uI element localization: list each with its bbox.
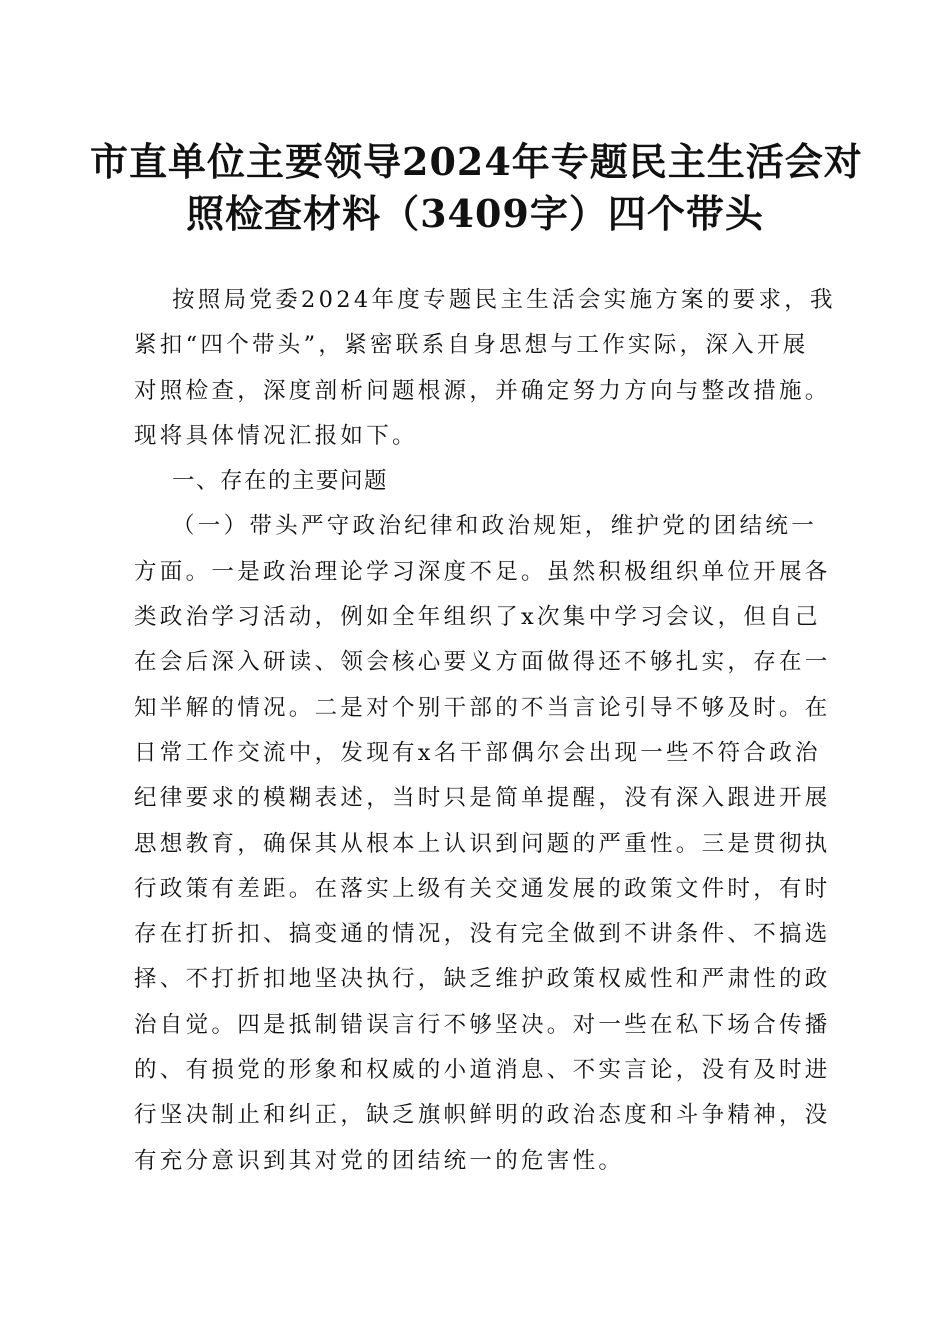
text-line: 按照局党委2024年度专题民主生活会实施方案的要求，我 [172,287,836,313]
section-heading [134,459,824,504]
title-line-2: 照检查材料（3409字）四个带头 [186,191,764,236]
text-line: 日常工作交流中，发现有x名干部偶尔会出现一些不符合政治 [134,739,821,766]
text-line: 纪律要求的模糊表述，当时只是简单提醒，没有深入跟进开展 [134,785,831,812]
text-line: 思想教育，确保其从根本上认识到问题的严重性。三是贯彻执 [134,830,831,857]
text-line: 紧扣“四个带头”，紧密联系自身思想与工作实际，深入开展 [134,332,809,359]
text-line: 有充分意识到其对党的团结统一的危害性。 [134,1147,625,1174]
text-line: 现将具体情况汇报如下。 [134,422,418,449]
subsection-paragraph [134,504,831,1183]
text-line: 对照检查，深度剖析问题根源，并确定努力方向与整改措施。 [134,377,831,404]
text-line: 行政策有差距。在落实上级有关交通发展的政策文件时，有时 [134,875,831,902]
text-line: 在会后深入研读、领会核心要义方面做得还不够扎实，存在一 [134,649,831,676]
document-title [90,136,863,240]
text-line: （一）带头严守政治纪律和政治规矩，维护党的团结统一 [172,513,818,540]
title-line-1: 市直单位主要领导2024年专题民主生活会对 [90,139,863,184]
text-line: 存在打折扣、搞变通的情况，没有完全做到不讲条件、不搞选 [134,921,831,948]
intro-paragraph [134,278,836,459]
text-line: 的、有损党的形象和权威的小道消息、不实言论，没有及时进 [134,1057,831,1084]
text-line: 方面。一是政治理论学习深度不足。虽然积极组织单位开展各 [134,558,831,585]
section-1-heading: 一、存在的主要问题 [172,468,389,495]
text-line: 择、不打折扣地坚决执行，缺乏维护政策权威性和严肃性的政 [134,966,831,993]
text-line: 行坚决制止和纠正，缺乏旗帜鲜明的政治态度和斗争精神，没 [134,1102,831,1129]
document-body [134,278,836,1184]
text-line: 治自觉。四是抵制错误言行不够坚决。对一些在私下场合传播 [134,1011,831,1038]
text-line: 类政治学习活动，例如全年组织了x次集中学习会议，但自己 [134,604,821,631]
text-line: 知半解的情况。二是对个别干部的不当言论引导不够及时。在 [134,694,831,721]
